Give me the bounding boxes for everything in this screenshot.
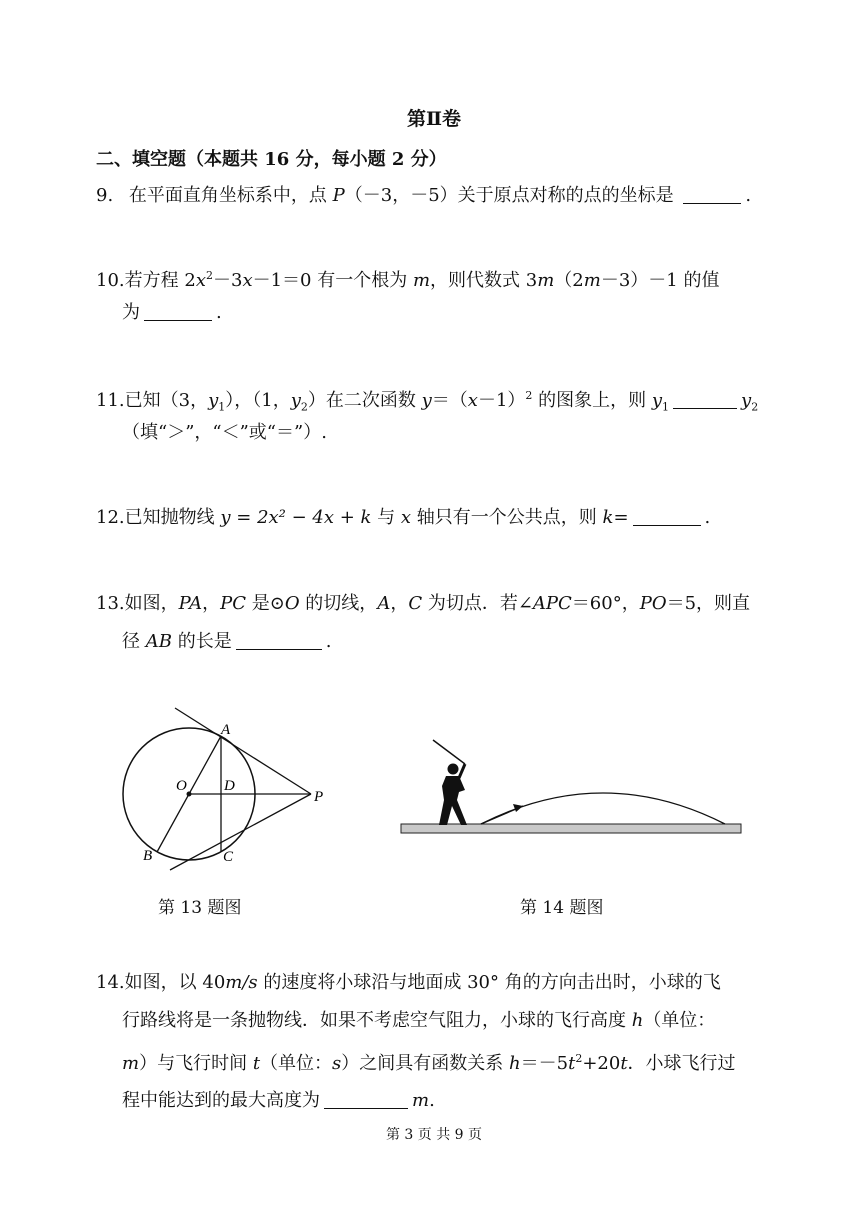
question-14-line-2: 行路线将是一条抛物线．如果不考虑空气阻力，小球的飞行高度 h（单位：	[122, 1010, 716, 1031]
arrow-head-icon	[513, 804, 523, 812]
answer-blank[interactable]	[144, 302, 212, 321]
tangent-pc	[170, 794, 311, 870]
label-o: O	[176, 778, 187, 794]
question-12: 12.已知抛物线 y = 2x² − 4x + k 与 x 轴只有一个公共点，则 k= .	[96, 507, 711, 528]
center-dot	[187, 792, 192, 797]
page-footer: 第 3 页 共 9 页	[385, 1127, 483, 1143]
question-14-line-3: m）与飞行时间 t（单位：s）之间具有函数关系 $h=-5t^2+20t$．小球飞行过	[122, 1052, 736, 1074]
figure-14-caption: 第 14 题图	[520, 898, 604, 918]
golfer-icon	[433, 740, 467, 825]
question-number: 11.	[96, 390, 125, 411]
question-10-line-2: 为 .	[122, 302, 222, 323]
question-10: 10.若方程 $2x^2-3x-1=0$ 有一个根为 m，则代数式 3m（2m－3）－1 的值	[96, 269, 720, 291]
question-13: 13.如图，PA，PC 是⊙O 的切线，A，C 为切点．若∠APC＝60°，PO＝5，则直	[96, 593, 751, 614]
label-a: A	[221, 722, 231, 738]
page-title: 第Ⅱ卷	[406, 108, 461, 130]
parabola-formula: y = 2x² − 4x + k	[220, 507, 372, 528]
question-9: 9. 在平面直角坐标系中，点 P（－3，－5）关于原点对称的点的坐标是 .	[96, 185, 752, 206]
question-11: 11.已知（3，$y_1$），（1，$y_2$）在二次函数 $y=(x-1)^2$ 的图象上，则 $y_1$ $y_2$	[96, 389, 759, 414]
label-c: C	[223, 849, 234, 865]
answer-blank[interactable]	[236, 631, 322, 650]
question-13-line-2: 径 AB 的长是 .	[122, 631, 332, 652]
ground	[401, 824, 741, 833]
question-number: 10.	[96, 270, 125, 291]
question-14: 14.如图，以 40m/s 的速度将小球沿与地面成 30° 角的方向击出时，小球的飞	[96, 972, 721, 993]
question-number: 12.	[96, 507, 125, 528]
figure-13-caption: 第 13 题图	[158, 898, 242, 918]
label-d: D	[224, 778, 235, 794]
answer-blank[interactable]	[633, 507, 701, 526]
question-number: 14.	[96, 972, 125, 993]
answer-blank[interactable]	[673, 390, 737, 409]
section-heading: 二、填空题（本题共 16 分，每小题 2 分）	[96, 149, 447, 170]
question-11-line-2: （填“＞”，“＜”或“＝”）.	[122, 422, 327, 443]
label-p: P	[314, 789, 324, 805]
question-number: 13.	[96, 593, 125, 614]
answer-blank[interactable]	[324, 1090, 408, 1109]
question-number: 9.	[96, 185, 114, 206]
figure-13-diagram	[110, 700, 340, 875]
question-14-line-4: 程中能达到的最大高度为 m.	[122, 1090, 435, 1111]
answer-blank[interactable]	[683, 185, 741, 204]
figure-14-diagram	[395, 730, 750, 840]
label-b: B	[143, 848, 153, 864]
